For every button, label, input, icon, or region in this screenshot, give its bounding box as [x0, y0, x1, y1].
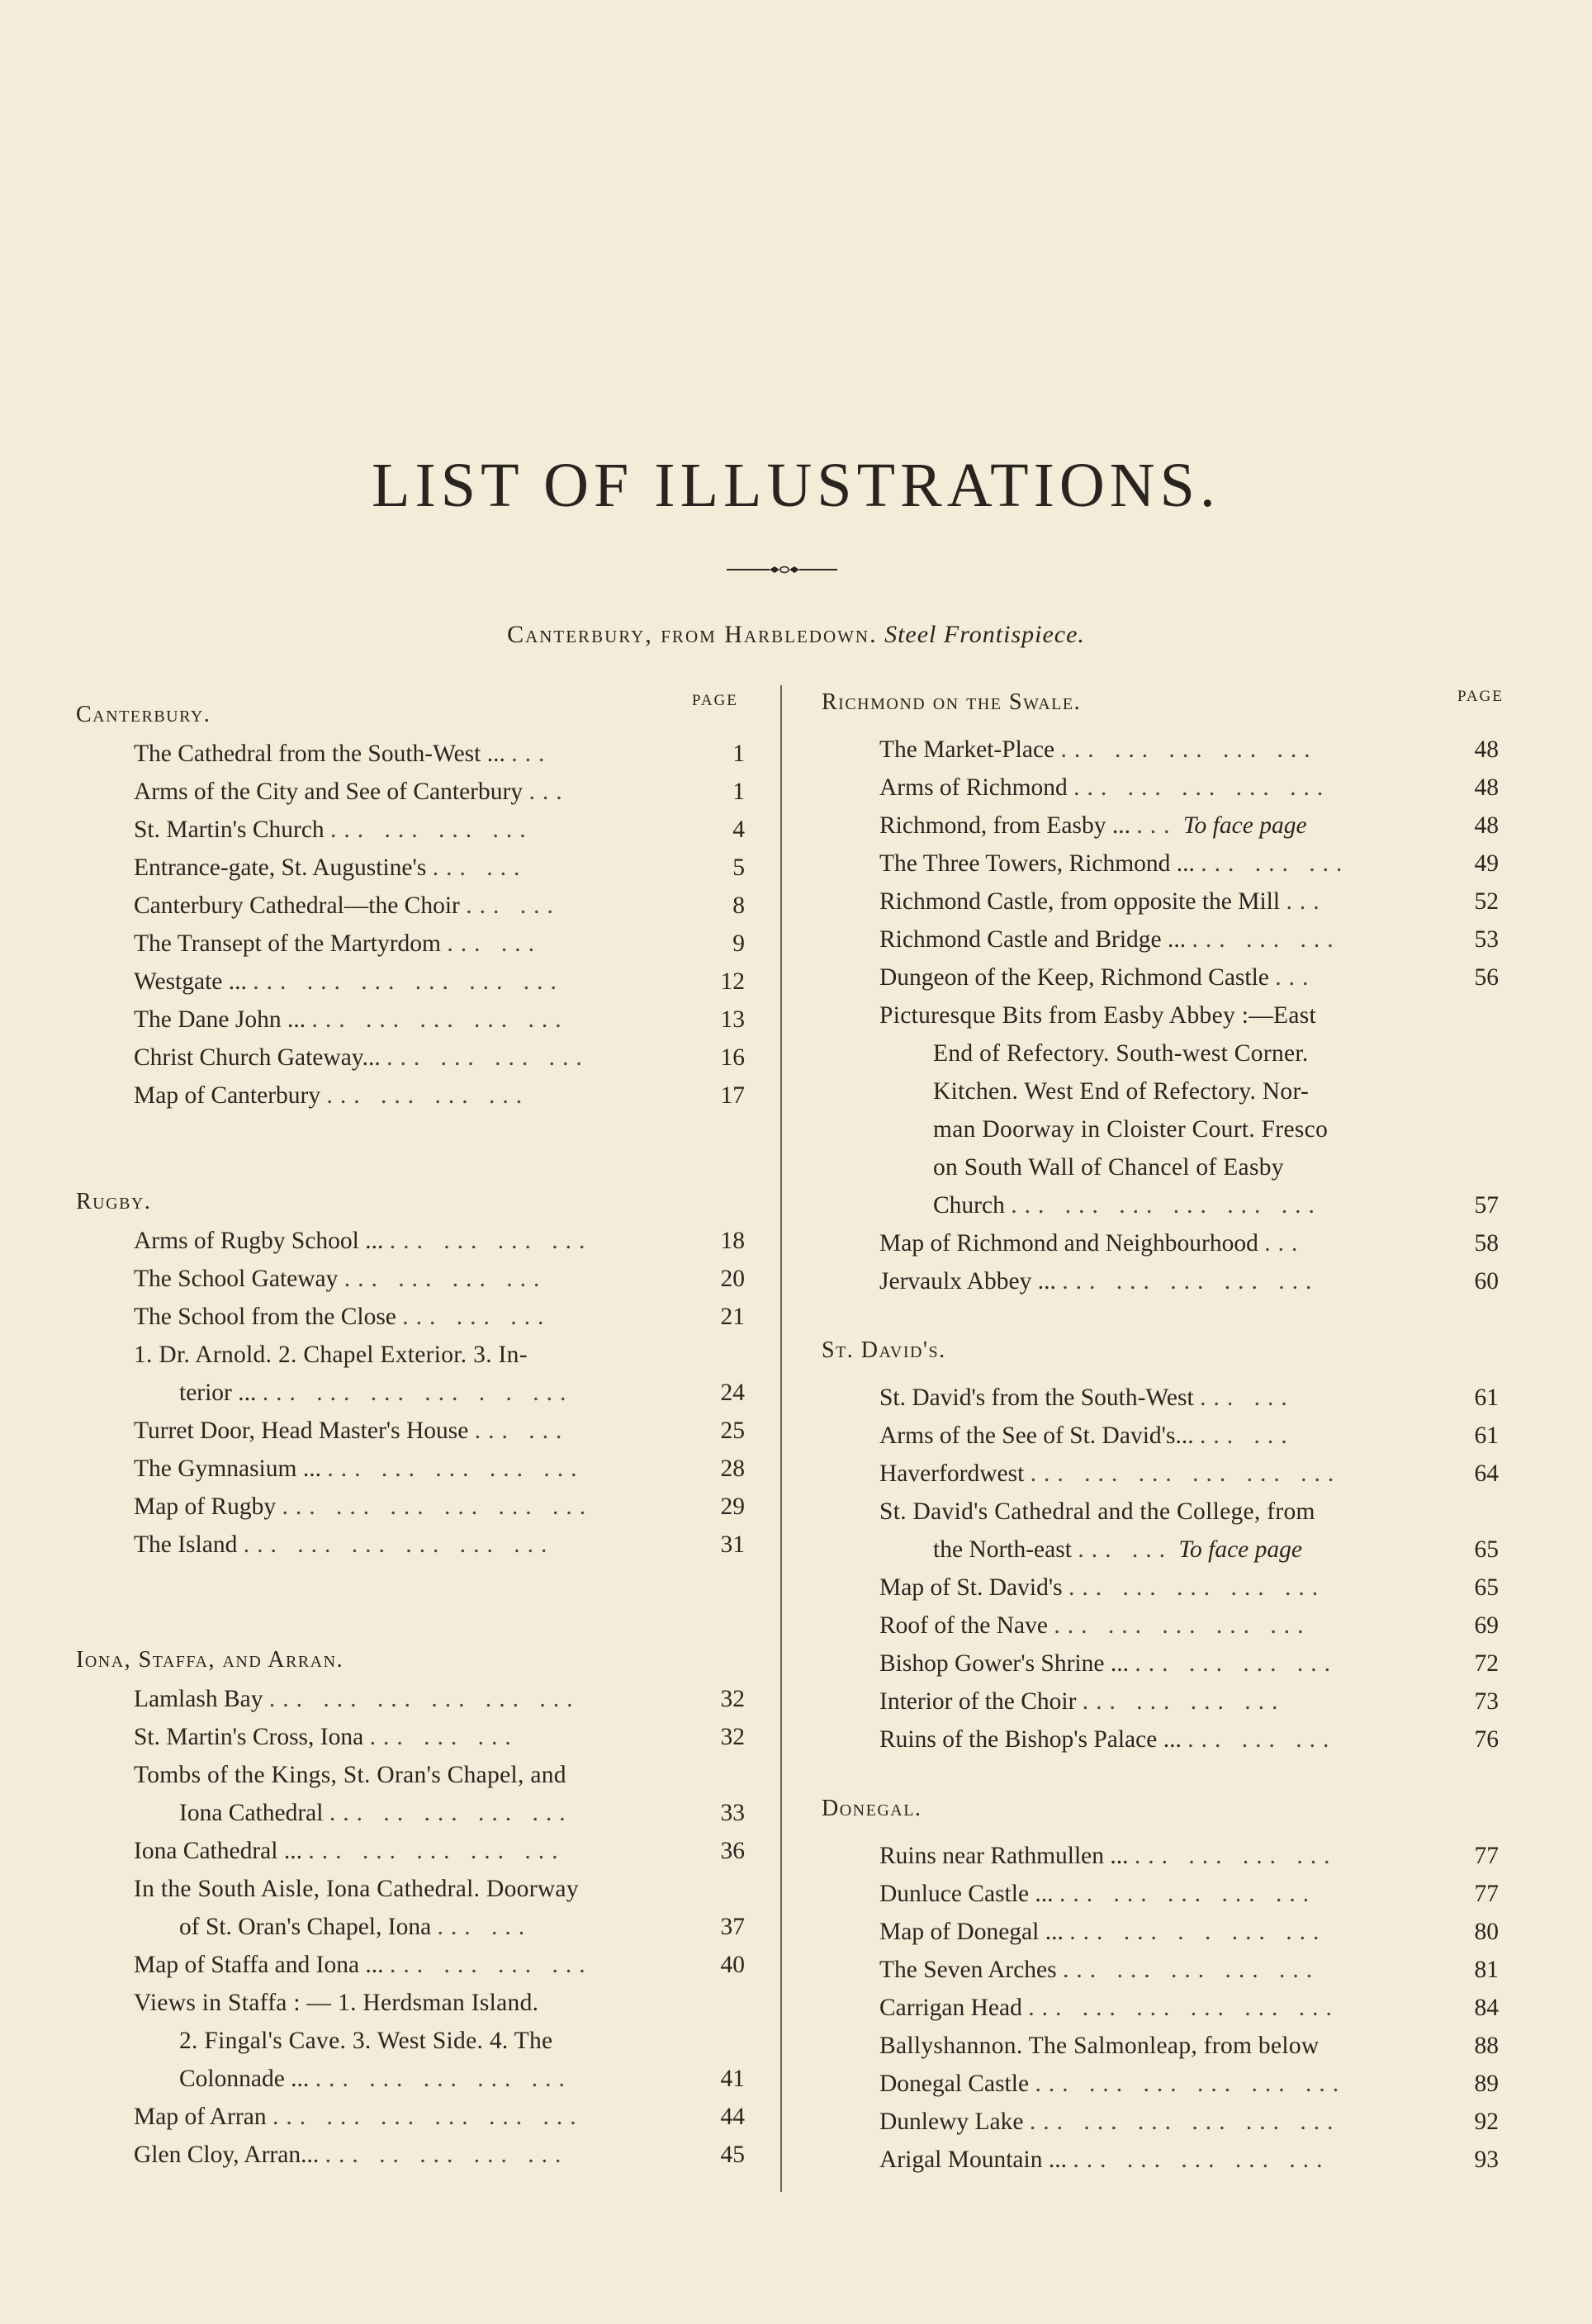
- entry-leader-dots: ... ... ... ... ... ...: [1030, 1460, 1342, 1487]
- entry-leader-dots: ... ... ... ... ... ...: [1029, 2109, 1341, 2135]
- entry-page-number: 58: [1474, 1230, 1499, 1257]
- entry-leader-dots: ... ... ... ...: [326, 1082, 530, 1109]
- illustration-entry: [134, 2136, 568, 2174]
- illustration-entry: [134, 1526, 554, 1564]
- illustration-entry: [134, 1870, 579, 1908]
- entry-page-number: 56: [1474, 964, 1499, 991]
- illustration-entry: [134, 849, 527, 887]
- illustration-entry: [134, 925, 542, 963]
- illustration-entry: [879, 883, 1327, 921]
- illustration-entry: [879, 1913, 1326, 1951]
- entry-page-number: 92: [1474, 2109, 1499, 2135]
- entry-leader-dots: ... ... ... ... ... ...: [1011, 1192, 1322, 1219]
- illustration-entry: [134, 1412, 569, 1450]
- entry-page-number: 32: [720, 1724, 745, 1750]
- entry-title: St. Martin's Church: [134, 816, 325, 843]
- illustration-entry: [134, 811, 533, 849]
- illustration-entry: [879, 2065, 1346, 2103]
- illustration-entry: [179, 1908, 532, 1946]
- entry-leader-dots: ... ... ... ...: [389, 1952, 593, 1978]
- entry-title: Arms of Rugby School ...: [134, 1228, 384, 1254]
- illustration-entry: [134, 1336, 528, 1374]
- entry-title: Map of Canterbury: [134, 1082, 321, 1109]
- to-face-page-note: To face page: [1182, 812, 1307, 839]
- section-heading: Donegal.: [822, 1796, 922, 1821]
- entry-leader-dots: ... ...: [437, 1914, 533, 1940]
- illustration-entry: [879, 1455, 1341, 1493]
- entry-leader-dots: ... ...: [1200, 1384, 1295, 1411]
- entry-title: St. David's from the South-West: [879, 1384, 1194, 1411]
- illustration-entry: [879, 731, 1318, 769]
- entry-title: Arms of the City and See of Canterbury: [134, 779, 524, 805]
- illustration-entry: [879, 1951, 1320, 1989]
- frontispiece-line: [0, 621, 1592, 649]
- entry-page-number: 40: [720, 1952, 745, 1978]
- entry-title: Ruins near Rathmullen ...: [879, 1843, 1129, 1869]
- illustration-entry: [879, 1875, 1316, 1913]
- entry-title: St. David's Cathedral and the College, from: [879, 1498, 1315, 1525]
- illustration-entry: [134, 1680, 580, 1718]
- entry-page-number: 69: [1474, 1612, 1499, 1639]
- entry-leader-dots: ... ... ... ... ...: [308, 1838, 566, 1864]
- entry-title: Colonnade ...: [179, 2066, 310, 2092]
- entry-page-number: 48: [1474, 812, 1499, 839]
- entry-leader-dots: ... ...: [447, 930, 542, 957]
- entry-leader-dots: ... ... ...: [369, 1724, 519, 1750]
- illustration-entry: [933, 1110, 1328, 1148]
- entry-title: Roof of the Nave: [879, 1612, 1048, 1639]
- illustration-entry: [179, 1374, 573, 1412]
- entry-title: Richmond Castle, from opposite the Mill: [879, 888, 1281, 915]
- entry-page-number: 20: [720, 1266, 745, 1292]
- entry-page-number: 41: [720, 2066, 745, 2092]
- entry-leader-dots: ... ... ... ... ... ...: [243, 1531, 555, 1558]
- entry-title: Donegal Castle: [879, 2071, 1030, 2097]
- section-heading: St. David's.: [822, 1337, 946, 1363]
- entry-title: Turret Door, Head Master's House: [134, 1418, 469, 1444]
- illustration-entry: [879, 1645, 1338, 1683]
- illustration-entry: [879, 1262, 1319, 1300]
- illustration-entry: [134, 1718, 519, 1756]
- entry-page-number: 76: [1474, 1726, 1499, 1753]
- illustration-entry: [879, 769, 1330, 807]
- entry-title: The Cathedral from the South-West ...: [134, 741, 505, 767]
- entry-leader-dots: ...: [1264, 1230, 1305, 1257]
- entry-page-number: 65: [1474, 1536, 1499, 1563]
- illustration-entry: [179, 2022, 552, 2060]
- entry-page-number: 29: [720, 1493, 745, 1520]
- illustration-entry: [879, 921, 1341, 958]
- entry-title: Christ Church Gateway...: [134, 1044, 381, 1071]
- entry-leader-dots: ... ...: [466, 892, 561, 919]
- entry-leader-dots: ... ...: [474, 1418, 570, 1444]
- entry-leader-dots: ... ...: [1199, 1422, 1295, 1449]
- illustration-entry: [879, 1493, 1315, 1531]
- entry-title: The School Gateway: [134, 1266, 339, 1292]
- entry-title: Ballyshannon. The Salmonleap, from below: [879, 2033, 1320, 2059]
- entry-title: The Transept of the Martyrdom: [134, 930, 441, 957]
- entry-page-number: 17: [720, 1082, 745, 1109]
- illustration-entry: [933, 1148, 1284, 1186]
- entry-title: Map of St. David's: [879, 1574, 1063, 1601]
- entry-title: Bishop Gower's Shrine ...: [879, 1650, 1129, 1677]
- illustration-entry: [933, 1531, 1302, 1569]
- entry-page-number: 88: [1474, 2033, 1499, 2059]
- entry-page-number: 77: [1474, 1881, 1499, 1907]
- entry-title: Map of Staffa and Iona ...: [134, 1952, 384, 1978]
- entry-leader-dots: ... ... ... ...: [330, 816, 533, 843]
- illustration-entry: [134, 1222, 592, 1260]
- frontispiece-place: Canterbury, from Harbledown.: [507, 621, 878, 648]
- entry-leader-dots: ... ... ... ... ... ...: [282, 1493, 594, 1520]
- entry-title: Arms of Richmond: [879, 774, 1068, 801]
- entry-leader-dots: ... ... ... ...: [389, 1228, 593, 1254]
- entry-title: The Dane John ...: [134, 1006, 306, 1033]
- entry-page-number: 72: [1474, 1650, 1499, 1677]
- illustration-entry: [134, 1984, 538, 2022]
- illustration-entry: [179, 2060, 572, 2098]
- entry-page-number: 31: [720, 1531, 745, 1558]
- illustration-entry: [134, 963, 564, 1001]
- entry-leader-dots: ... ... ... ... ...: [327, 1455, 585, 1482]
- illustration-entry: [134, 1039, 590, 1077]
- entry-page-number: 53: [1474, 926, 1499, 953]
- entry-title: man Doorway in Cloister Court. Fresco: [933, 1116, 1329, 1143]
- entry-title: Arms of the See of St. David's...: [879, 1422, 1194, 1449]
- illustration-entry: [134, 1260, 547, 1298]
- illustration-entry: [134, 1298, 551, 1336]
- entry-title: Dungeon of the Keep, Richmond Castle: [879, 964, 1269, 991]
- entry-page-number: 1: [732, 779, 745, 805]
- entry-title: Richmond Castle and Bridge ...: [879, 926, 1187, 953]
- entry-title: The Gymnasium ...: [134, 1455, 321, 1482]
- illustration-entry: [134, 1832, 565, 1870]
- entry-title: The Market-Place: [879, 736, 1055, 763]
- entry-title: Interior of the Choir: [879, 1688, 1077, 1715]
- illustration-entry: [879, 1989, 1339, 2027]
- entry-page-number: 84: [1474, 1995, 1499, 2021]
- entry-leader-dots: ... ...: [1078, 1536, 1173, 1563]
- entry-page-number: 18: [720, 1228, 745, 1254]
- illustration-entry: [134, 1488, 593, 1526]
- page-column-header: PAGE: [1457, 688, 1504, 705]
- illustration-entry: [879, 1837, 1338, 1875]
- entry-leader-dots: ...: [1286, 888, 1327, 915]
- entry-title: Arigal Mountain ...: [879, 2147, 1067, 2173]
- entry-leader-dots: ... ... ...: [402, 1304, 552, 1330]
- entry-title: The School from the Close: [134, 1304, 396, 1330]
- illustration-entry: [933, 1072, 1309, 1110]
- entry-page-number: 8: [732, 892, 745, 919]
- entry-title: Dunlewy Lake: [879, 2109, 1024, 2135]
- entry-page-number: 1: [732, 741, 745, 767]
- entry-leader-dots: ... ... ...: [1201, 850, 1350, 877]
- entry-page-number: 60: [1474, 1268, 1499, 1295]
- illustration-entry: [134, 2098, 584, 2136]
- entry-page-number: 44: [720, 2104, 745, 2130]
- entry-title: Church: [933, 1192, 1005, 1219]
- entry-title: Ruins of the Bishop's Palace ...: [879, 1726, 1182, 1753]
- entry-title: The Three Towers, Richmond ...: [879, 850, 1195, 877]
- entry-page-number: 9: [732, 930, 745, 957]
- entry-page-number: 49: [1474, 850, 1499, 877]
- illustration-entry: [879, 807, 1307, 845]
- entry-title: Glen Cloy, Arran...: [134, 2142, 320, 2168]
- illustration-entry: [134, 735, 552, 773]
- entry-title: Richmond, from Easby ...: [879, 812, 1130, 839]
- illustration-entry: [933, 1186, 1322, 1224]
- entry-title: Map of Donegal ...: [879, 1919, 1064, 1945]
- illustration-entry: [134, 1077, 529, 1115]
- entry-title: Carrigan Head: [879, 1995, 1022, 2021]
- entry-title: Lamlash Bay: [134, 1686, 263, 1712]
- entry-page-number: 12: [720, 968, 745, 995]
- entry-page-number: 89: [1474, 2071, 1499, 2097]
- ornament-divider-icon: [727, 564, 837, 575]
- page-title: LIST OF ILLUSTRATIONS.: [372, 451, 1220, 520]
- entry-leader-dots: ... ...: [432, 854, 528, 881]
- entry-title: Haverfordwest: [879, 1460, 1025, 1487]
- entry-leader-dots: ...: [511, 741, 552, 767]
- entry-leader-dots: ... ... ... ... ...: [1062, 1268, 1320, 1295]
- entry-leader-dots: ... ... ... ... ...: [1073, 2147, 1330, 2173]
- entry-leader-dots: ... ... ... ...: [386, 1044, 590, 1071]
- entry-page-number: 33: [720, 1800, 745, 1826]
- entry-leader-dots: ... ... ... ... ...: [1060, 736, 1318, 763]
- entry-title: terior ...: [179, 1380, 257, 1406]
- entry-page-number: 16: [720, 1044, 745, 1071]
- section-heading: Iona, Staffa, and Arran.: [76, 1647, 344, 1673]
- illustration-entry: [134, 1946, 593, 1984]
- entry-leader-dots: ... ... ... ...: [1082, 1688, 1286, 1715]
- entry-title: Iona Cathedral ...: [134, 1838, 302, 1864]
- illustration-entry: [879, 1569, 1325, 1607]
- entry-page-number: 25: [720, 1418, 745, 1444]
- entry-leader-dots: ... ... ... ... ... ...: [268, 1686, 580, 1712]
- entry-title: 2. Fingal's Cave. 3. West Side. 4. The: [179, 2028, 553, 2054]
- frontispiece-note: Steel Frontispiece.: [884, 621, 1085, 648]
- entry-page-number: 61: [1474, 1384, 1499, 1411]
- entry-page-number: 64: [1474, 1460, 1499, 1487]
- entry-leader-dots: ... ... ... ... ...: [1063, 1957, 1320, 1983]
- entry-leader-dots: ... ... ... ... . . ...: [262, 1380, 574, 1406]
- entry-leader-dots: ... ... ... ... ...: [315, 2066, 572, 2092]
- section-heading: Canterbury.: [76, 702, 211, 727]
- illustration-entry: [879, 2027, 1320, 2065]
- illustration-entry: [879, 845, 1349, 883]
- illustration-entry: [879, 1224, 1305, 1262]
- entry-leader-dots: ... ... ... ... ...: [1054, 1612, 1311, 1639]
- entry-leader-dots: ... ... ... ...: [1135, 1650, 1338, 1677]
- entry-leader-dots: ... ... ... ... ...: [1073, 774, 1331, 801]
- illustration-entry: [879, 958, 1315, 996]
- entry-page-number: 57: [1474, 1192, 1499, 1219]
- entry-title: of St. Oran's Chapel, Iona: [179, 1914, 432, 1940]
- illustration-entry: [134, 1756, 566, 1794]
- illustration-entry: [179, 1794, 573, 1832]
- entry-leader-dots: ... ... ... ... ...: [1068, 1574, 1326, 1601]
- entry-page-number: 28: [720, 1455, 745, 1482]
- entry-title: Views in Staffa : — 1. Herdsman Island.: [134, 1990, 539, 2016]
- entry-title: Map of Richmond and Neighbourhood: [879, 1230, 1258, 1257]
- entry-page-number: 13: [720, 1006, 745, 1033]
- entry-title: the North-east: [933, 1536, 1072, 1563]
- entry-leader-dots: ...: [528, 779, 570, 805]
- entry-page-number: 37: [720, 1914, 745, 1940]
- illustration-entry: [879, 1721, 1336, 1758]
- entry-page-number: 21: [720, 1304, 745, 1330]
- entry-leader-dots: ... ... . . ... ...: [1069, 1919, 1327, 1945]
- illustration-entry: [134, 1450, 584, 1488]
- entry-page-number: 24: [720, 1380, 745, 1406]
- entry-leader-dots: ... ... ... ... ...: [1059, 1881, 1317, 1907]
- entry-page-number: 48: [1474, 736, 1499, 763]
- entry-title: St. Martin's Cross, Iona: [134, 1724, 364, 1750]
- entry-page-number: 81: [1474, 1957, 1499, 1983]
- entry-leader-dots: ... ... ... ...: [1134, 1843, 1338, 1869]
- illustration-entry: [134, 1001, 569, 1039]
- entry-leader-dots: ... ... ... ... ... ...: [253, 968, 564, 995]
- entry-title: Kitchen. West End of Refectory. Nor-: [933, 1078, 1310, 1105]
- illustration-entry: [134, 887, 561, 925]
- entry-title: Entrance-gate, St. Augustine's: [134, 854, 427, 881]
- entry-title: Map of Rugby: [134, 1493, 277, 1520]
- entry-title: Dunluce Castle ...: [879, 1881, 1054, 1907]
- entry-page-number: 45: [720, 2142, 745, 2168]
- entry-title: Jervaulx Abbey ...: [879, 1268, 1056, 1295]
- entry-leader-dots: ... ... ...: [1187, 1726, 1337, 1753]
- entry-title: Tombs of the Kings, St. Oran's Chapel, and: [134, 1762, 566, 1788]
- entry-title: Map of Arran: [134, 2104, 267, 2130]
- entry-title: Canterbury Cathedral—the Choir: [134, 892, 460, 919]
- entry-title: Westgate ...: [134, 968, 247, 995]
- entry-leader-dots: ... .. ... ... ...: [329, 1800, 573, 1826]
- entry-title: In the South Aisle, Iona Cathedral. Doorway: [134, 1876, 579, 1902]
- entry-leader-dots: ... ... ... ... ... ...: [1028, 1995, 1339, 2021]
- entry-leader-dots: ... .. ... ... ...: [325, 2142, 569, 2168]
- entry-page-number: 77: [1474, 1843, 1499, 1869]
- illustration-entry: [134, 773, 570, 811]
- illustration-entry: [879, 1379, 1295, 1417]
- illustration-entry: [879, 996, 1316, 1034]
- entry-leader-dots: ...: [1136, 812, 1177, 839]
- entry-page-number: 80: [1474, 1919, 1499, 1945]
- to-face-page-note: To face page: [1178, 1536, 1302, 1563]
- entry-page-number: 61: [1474, 1422, 1499, 1449]
- illustration-entry: [879, 2141, 1329, 2179]
- illustration-entry: [879, 2103, 1340, 2141]
- column-divider: [780, 685, 782, 2192]
- illustration-entry: [879, 1683, 1285, 1721]
- entry-title: on South Wall of Chancel of Easby: [933, 1154, 1284, 1181]
- entry-title: 1. Dr. Arnold. 2. Chapel Exterior. 3. In-: [134, 1342, 528, 1368]
- entry-leader-dots: ... ... ...: [1192, 926, 1341, 953]
- illustration-entry: [879, 1417, 1295, 1455]
- page-column-header: PAGE: [692, 692, 738, 709]
- entry-leader-dots: ... ... ... ... ...: [311, 1006, 569, 1033]
- entry-page-number: 36: [720, 1838, 745, 1864]
- entry-page-number: 93: [1474, 2147, 1499, 2173]
- entry-title: Iona Cathedral: [179, 1800, 324, 1826]
- section-heading: Rugby.: [76, 1189, 152, 1214]
- entry-page-number: 32: [720, 1686, 745, 1712]
- entry-title: The Seven Arches: [879, 1957, 1057, 1983]
- entry-leader-dots: ... ... ... ...: [344, 1266, 547, 1292]
- entry-title: The Island: [134, 1531, 238, 1558]
- entry-page-number: 73: [1474, 1688, 1499, 1715]
- entry-leader-dots: ...: [1275, 964, 1316, 991]
- entry-leader-dots: ... ... ... ... ... ...: [1035, 2071, 1347, 2097]
- illustration-entry: [879, 1607, 1310, 1645]
- entry-title: Picturesque Bits from Easby Abbey :—East: [879, 1002, 1316, 1029]
- entry-page-number: 65: [1474, 1574, 1499, 1601]
- entry-page-number: 4: [732, 816, 745, 843]
- illustration-entry: [933, 1034, 1309, 1072]
- entry-page-number: 5: [732, 854, 745, 881]
- entry-title: End of Refectory. South-west Corner.: [933, 1040, 1309, 1067]
- entry-leader-dots: ... ... ... ... ... ...: [272, 2104, 584, 2130]
- entry-page-number: 48: [1474, 774, 1499, 801]
- section-heading: Richmond on the Swale.: [822, 689, 1082, 715]
- entry-page-number: 52: [1474, 888, 1499, 915]
